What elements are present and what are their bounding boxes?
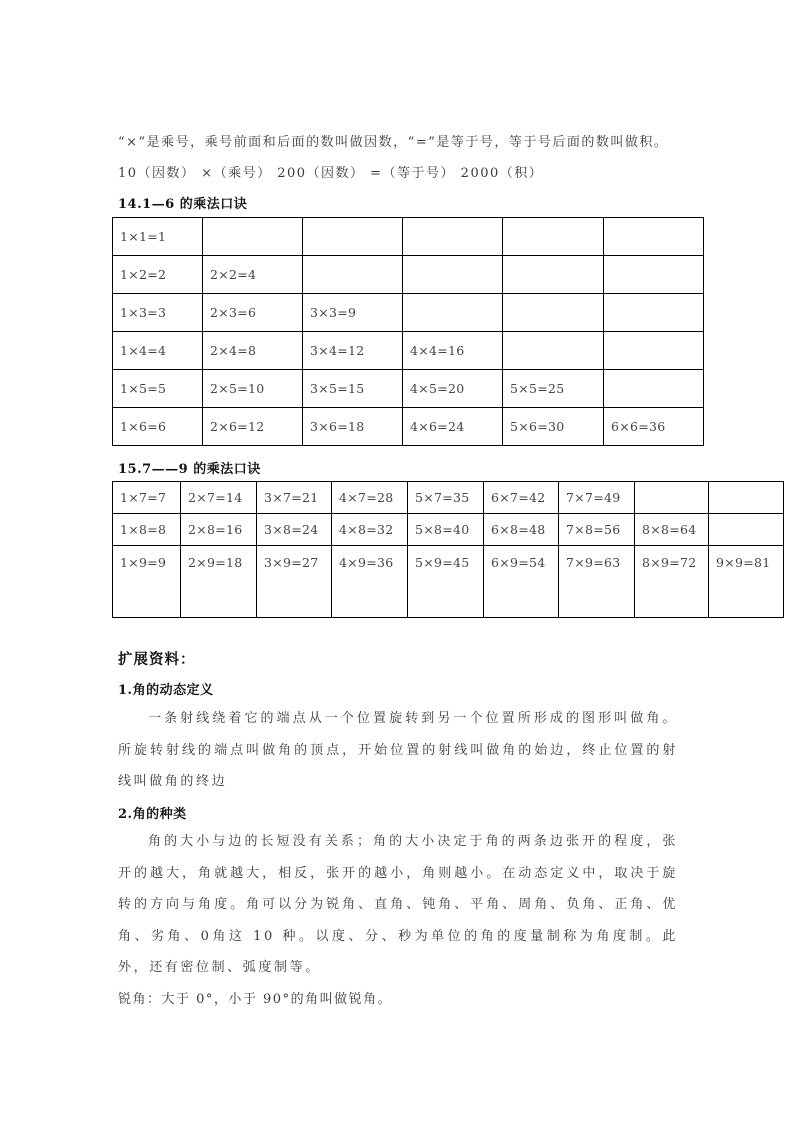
section-15-title: 15.7——9 的乘法口诀 <box>118 462 261 477</box>
table-row <box>113 294 704 332</box>
table-cell <box>709 482 784 514</box>
table-cell <box>403 218 503 256</box>
table-cell: 3×8=24 <box>257 514 332 546</box>
table-cell: 2×4=8 <box>203 332 303 370</box>
table-cell <box>604 218 704 256</box>
table-cell <box>503 218 604 256</box>
table-cell: 2×9=18 <box>181 546 257 618</box>
table-row <box>113 256 704 294</box>
table-cell: 3×6=18 <box>303 408 403 446</box>
table-cell: 4×5=20 <box>403 370 503 408</box>
table-row <box>113 218 704 256</box>
table-row <box>113 546 784 618</box>
table-row <box>113 482 784 514</box>
table-cell: 1×9=9 <box>113 546 181 618</box>
table-cell: 5×9=45 <box>408 546 484 618</box>
table-cell: 3×5=15 <box>303 370 403 408</box>
table-cell <box>604 294 704 332</box>
table-cell: 2×5=10 <box>203 370 303 408</box>
table-cell <box>503 294 604 332</box>
table-cell: 2×8=16 <box>181 514 257 546</box>
intro-line-2: 10（因数） ×（乘号） 200（因数） =（等于号） 2000（积） <box>118 166 544 181</box>
table-cell <box>635 482 709 514</box>
table-cell: 5×5=25 <box>503 370 604 408</box>
table-cell: 4×7=28 <box>332 482 408 514</box>
table-cell: 7×8=56 <box>559 514 635 546</box>
intro-line-1: “×”是乘号，乘号前面和后面的数叫做因数，“=”是等于号，等于号后面的数叫做积。 <box>118 135 669 150</box>
table-cell <box>403 256 503 294</box>
table-cell: 2×2=4 <box>203 256 303 294</box>
table-cell: 6×6=36 <box>604 408 704 446</box>
table-cell <box>503 256 604 294</box>
table-cell: 9×9=81 <box>709 546 784 618</box>
table-cell <box>503 332 604 370</box>
table-cell: 3×4=12 <box>303 332 403 370</box>
extended-heading: 扩展资料： <box>118 651 196 668</box>
table-cell <box>604 256 704 294</box>
table-cell: 6×9=54 <box>484 546 559 618</box>
table-cell: 1×5=5 <box>113 370 203 408</box>
acute-angle-definition: 锐角：大于 0°，小于 90°的角叫做锐角。 <box>118 992 393 1007</box>
multiplication-table-7-9 <box>112 481 784 618</box>
table-cell: 7×7=49 <box>559 482 635 514</box>
table-cell: 2×6=12 <box>203 408 303 446</box>
table-cell: 1×1=1 <box>113 218 203 256</box>
table-cell: 3×3=9 <box>303 294 403 332</box>
table-cell <box>303 218 403 256</box>
table-cell: 1×8=8 <box>113 514 181 546</box>
table-cell <box>604 370 704 408</box>
table-cell: 3×7=21 <box>257 482 332 514</box>
table-row <box>113 514 784 546</box>
table-cell: 8×9=72 <box>635 546 709 618</box>
table-cell <box>604 332 704 370</box>
section-2-title: 2.角的种类 <box>118 807 187 822</box>
table-cell <box>303 256 403 294</box>
section-2-body: 角的大小与边的长短没有关系；角的大小决定于角的两条边张开的程度，张开的越大，角就越大，相反，张开的越小，角则越小。在动态定义中，取决于旋转的方向与角度。角可以分为锐角、直角、钝角、平角、周角、负角、正角、优角、劣角、0角这 10 种。以度、分、秒为单位的角的度量制称为角度制。此外，还有密位制、弧度制等。 <box>118 834 678 975</box>
table-cell: 6×7=42 <box>484 482 559 514</box>
table-cell: 4×4=16 <box>403 332 503 370</box>
table-cell: 1×4=4 <box>113 332 203 370</box>
table-cell: 2×7=14 <box>181 482 257 514</box>
section-1-title: 1.角的动态定义 <box>118 683 214 698</box>
table-cell <box>203 218 303 256</box>
table-cell: 5×8=40 <box>408 514 484 546</box>
table-cell: 4×8=32 <box>332 514 408 546</box>
table-cell: 3×9=27 <box>257 546 332 618</box>
table-cell <box>403 294 503 332</box>
table-cell: 1×3=3 <box>113 294 203 332</box>
table-row <box>113 408 704 446</box>
table-cell: 1×2=2 <box>113 256 203 294</box>
section-1-body: 一条射线绕着它的端点从一个位置旋转到另一个位置所形成的图形叫做角。所旋转射线的端点叫做角的顶点，开始位置的射线叫做角的始边，终止位置的射线叫做角的终边 <box>118 711 678 789</box>
table-cell: 2×3=6 <box>203 294 303 332</box>
table-cell: 4×9=36 <box>332 546 408 618</box>
table-cell: 1×7=7 <box>113 482 181 514</box>
table-cell: 4×6=24 <box>403 408 503 446</box>
table-row <box>113 332 704 370</box>
table-row <box>113 370 704 408</box>
table-cell: 5×6=30 <box>503 408 604 446</box>
table-cell: 1×6=6 <box>113 408 203 446</box>
table-cell: 8×8=64 <box>635 514 709 546</box>
table-cell <box>709 514 784 546</box>
multiplication-table-1-6 <box>112 217 704 446</box>
section-14-title: 14.1—6 的乘法口诀 <box>118 197 248 212</box>
table-cell: 7×9=63 <box>559 546 635 618</box>
table-cell: 6×8=48 <box>484 514 559 546</box>
table-cell: 5×7=35 <box>408 482 484 514</box>
